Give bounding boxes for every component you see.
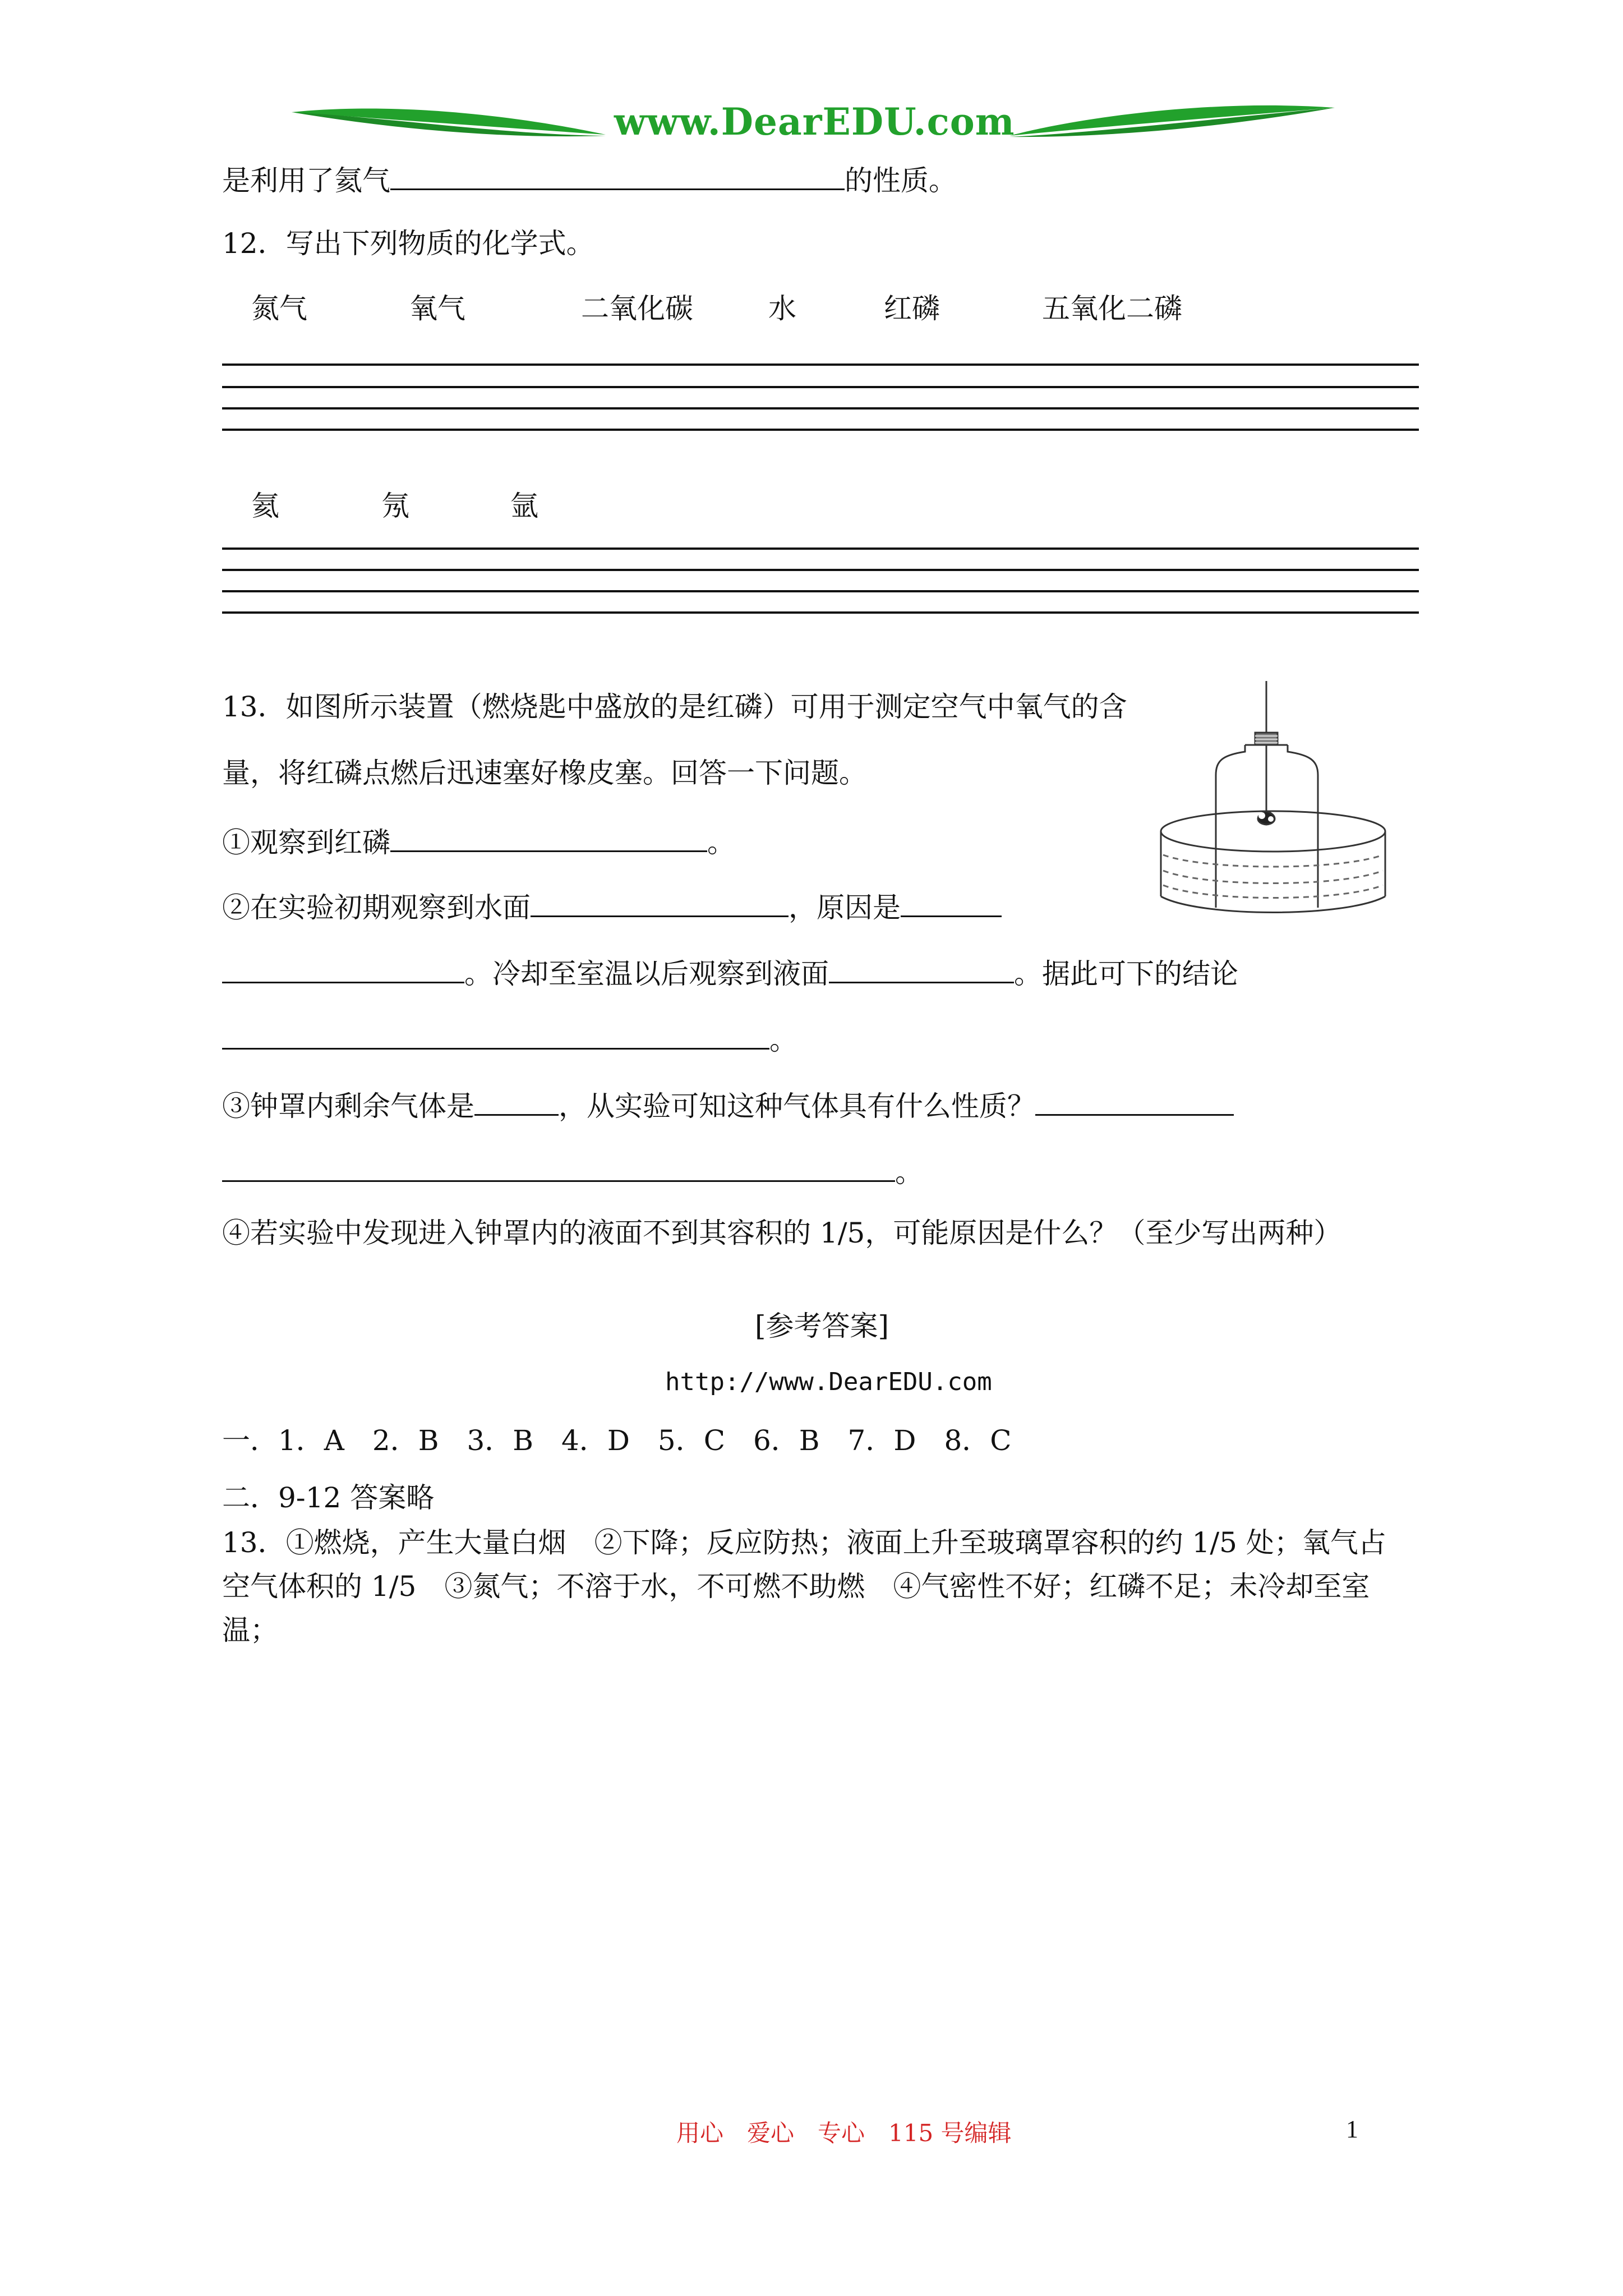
q12-row1-label-5: 五氧化二磷	[1042, 292, 1182, 325]
q12-title: 12．写出下列物质的化学式。	[222, 227, 594, 260]
q13-part3	[222, 1085, 1234, 1124]
q12-row1-rule	[222, 364, 1419, 366]
q12-row1-label-2: 二氧化碳	[581, 292, 693, 325]
q13-p1-blank[interactable]	[390, 821, 707, 852]
q13-line1: 13．如图所示装置（燃烧匙中盛放的是红磷）可用于测定空气中氧气的含	[222, 691, 1127, 723]
q11-prefix: 是利用了氦气	[222, 164, 390, 197]
bell-jar-apparatus-figure	[1155, 677, 1402, 923]
q12-row1-label-1: 氧气	[409, 292, 465, 325]
q11-tail	[222, 159, 957, 199]
answers-heading: [参考答案]	[755, 1310, 889, 1342]
q13-p2-blank-c[interactable]	[222, 953, 464, 983]
answers-line5: 温；	[222, 1614, 278, 1646]
q13-p3-mid: ，从实验可知这种气体具有什么性质？	[559, 1090, 1035, 1122]
q12-row2-label-2: 氩	[510, 490, 538, 522]
q13-p1-prefix: ①观察到红磷	[222, 826, 390, 859]
q13-p3b-suffix: 。	[895, 1156, 923, 1189]
q12-row1-rule	[222, 429, 1419, 431]
q13-p2-blank-a[interactable]	[531, 886, 789, 917]
q13-p2c-suffix: 。	[769, 1024, 797, 1056]
answers-line1: 一．1．A 2．B 3．B 4．D 5．C 6．B 7．D 8．C	[222, 1424, 1012, 1457]
q12-row1-label-0: 氮气	[251, 292, 307, 325]
q13-p3-blank-c[interactable]	[222, 1151, 895, 1182]
q11-answer-blank[interactable]	[390, 159, 845, 190]
q12-row2-rule	[222, 547, 1419, 550]
q12-row1-label-3: 水	[768, 292, 796, 325]
answers-url: http://www.DearEDU.com	[665, 1368, 992, 1396]
answers-line2: 二．9-12 答案略	[222, 1481, 435, 1514]
q13-p2-blank-d[interactable]	[829, 953, 1014, 983]
q12-row2-rule	[222, 590, 1419, 592]
q13-part2-cont2	[222, 1019, 797, 1058]
q13-p2b-suffix: 。据此可下的结论	[1014, 958, 1238, 990]
logo-text: www.DearEDU.com	[614, 100, 1015, 144]
q12-row2-label-1: 氖	[381, 490, 409, 522]
q13-part1	[222, 821, 735, 861]
q12-row2-rule	[222, 569, 1419, 571]
answers-line3: 13．①燃烧，产生大量白烟 ②下降；反应防热；液面上升至玻璃罩容积的约 1/5 处；氧气占	[222, 1526, 1386, 1559]
q12-row1-label-4: 红磷	[884, 292, 940, 325]
q13-part2	[222, 886, 1002, 926]
q11-suffix: 的性质。	[845, 164, 957, 197]
q12-row2-rule	[222, 611, 1419, 614]
q13-p2-blank-b[interactable]	[901, 886, 1002, 917]
q13-p1-suffix: 。	[707, 826, 735, 859]
q12-row2-label-0: 氦	[251, 490, 279, 522]
q12-row1-rule	[222, 386, 1419, 388]
q13-p2-mid: ，原因是	[789, 891, 901, 924]
q13-part2-cont	[222, 953, 1238, 992]
q13-line2: 量，将红磷点燃后迅速塞好橡皮塞。回答一下问题。	[222, 757, 867, 789]
page-number: 1	[1346, 2115, 1358, 2143]
q13-p2b-mid: 。冷却至室温以后观察到液面	[464, 958, 829, 990]
answers-line4: 空气体积的 1/5 ③氮气；不溶于水，不可燃不助燃 ④气密性不好；红磷不足；未冷却至室	[222, 1570, 1370, 1603]
q13-p2-prefix: ②在实验初期观察到水面	[222, 891, 531, 924]
q13-part4: ④若实验中发现进入钟罩内的液面不到其容积的 1/5，可能原因是什么？（至少写出两种）	[222, 1217, 1342, 1249]
q13-part3-cont	[222, 1151, 923, 1190]
q12-row1-rule	[222, 407, 1419, 409]
q13-p3-blank-a[interactable]	[474, 1085, 559, 1116]
header-logo	[292, 95, 1335, 157]
q13-p3-blank-b[interactable]	[1035, 1085, 1234, 1116]
footer-slogan: 用心 爱心 专心 115 号编辑	[676, 2119, 1012, 2147]
q13-p2-blank-e[interactable]	[222, 1019, 769, 1050]
q13-p3-prefix: ③钟罩内剩余气体是	[222, 1090, 474, 1122]
